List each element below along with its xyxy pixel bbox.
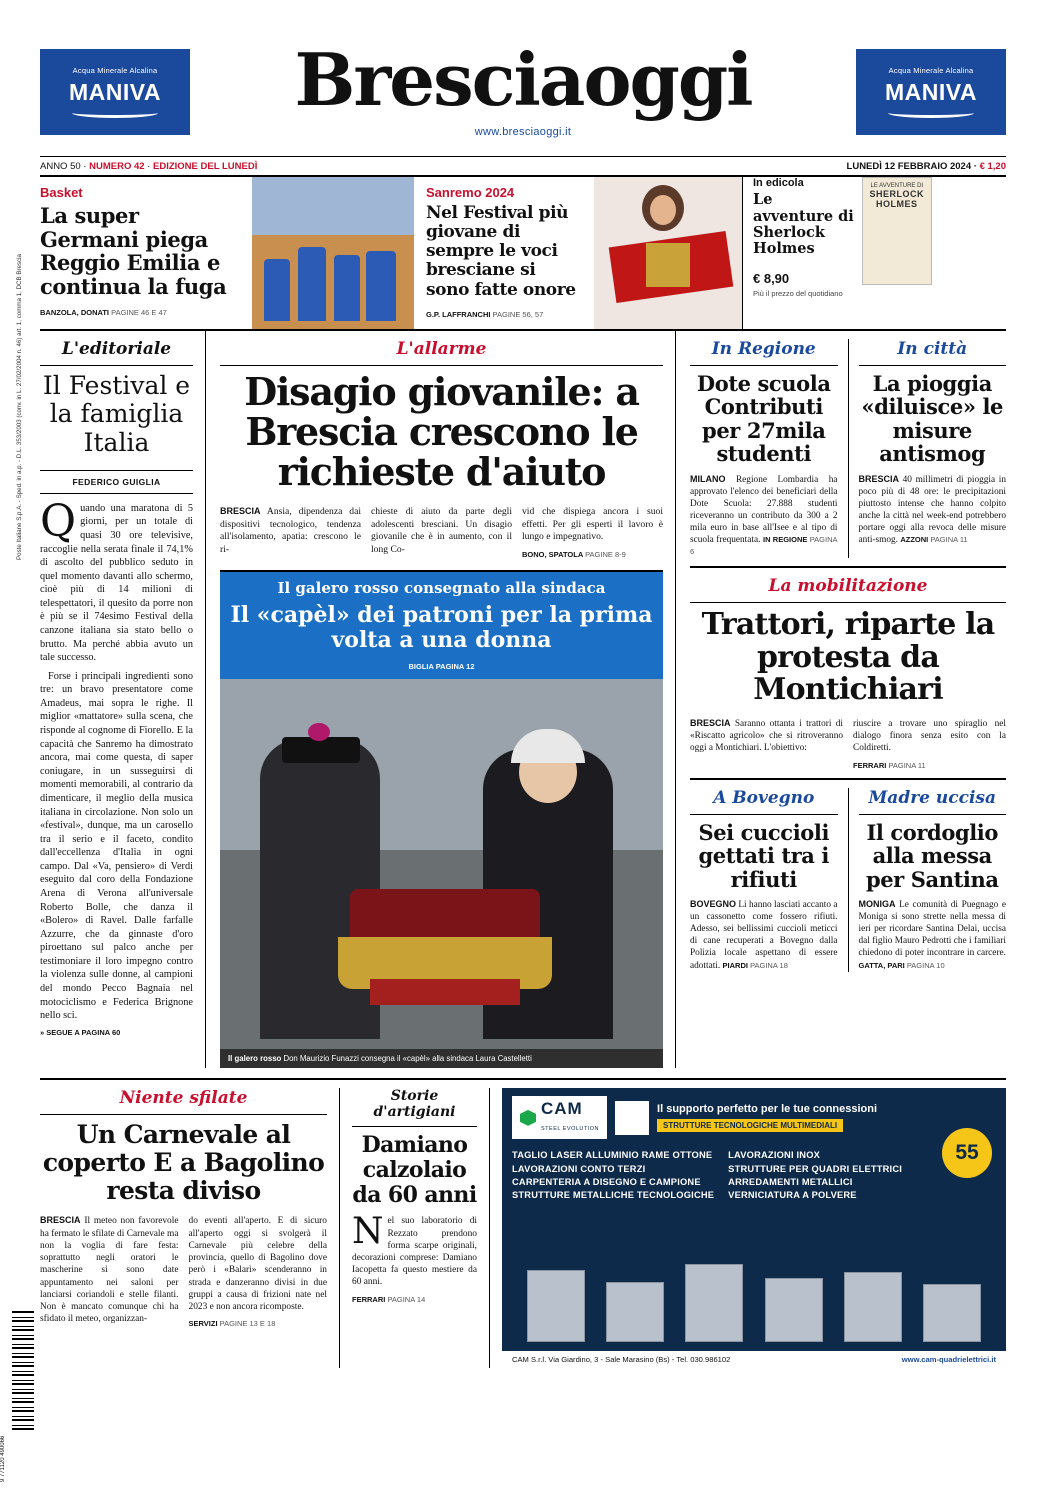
cam-logo-name: CAM bbox=[541, 1099, 583, 1119]
story-madre-label: Madre uccisa bbox=[868, 787, 997, 808]
story-mobilitazione-col-1-text: Saranno ottanta i trattori di «Riscatto agricolo» che si ritroveranno oggi a Montichiari. L'obiettivo: bbox=[690, 719, 843, 754]
photo-story-ref bbox=[220, 662, 663, 679]
cam-service-item: STRUTTURE PER QUADRI ELETTRICI bbox=[728, 1163, 903, 1174]
ad-maniva-left-brand: MANIVA bbox=[68, 79, 161, 106]
story-regione-label: In Regione bbox=[711, 338, 816, 359]
teaser-basket-byline bbox=[40, 308, 240, 317]
issue-anno: ANNO 50 bbox=[40, 161, 81, 173]
photo-priest-hat bbox=[282, 737, 360, 763]
photo-red-tassels bbox=[370, 979, 520, 1005]
story-madre-place: MONIGA bbox=[858, 899, 896, 910]
cam-tagline-wrap bbox=[657, 1103, 877, 1133]
main-story-col-3-text: vid che dispiega ancora i suoi effetti. Per gli esperti il lavoro è lungo e impegnativo. bbox=[522, 506, 663, 543]
issue-date: LUNEDÌ 12 FEBBRAIO 2024 bbox=[846, 161, 972, 173]
story-bovegno-ref-pages: PAGINA 18 bbox=[750, 960, 788, 970]
editorial-author: FEDERICO GUIGLIA bbox=[72, 476, 161, 487]
story-bovegno-text: Li hanno lasciati accanto a un cassonetto come fossero rifiuti. Adesso, sei bellissimi cuccioli meticci di cane recuperati a Bovegno dalla Polizia locale aspettano di essere adottati. bbox=[690, 900, 838, 971]
teaser-basket-headline: La super Germani piega Reggio Emilia e continua la fuga bbox=[40, 203, 227, 299]
cam-ad-body bbox=[502, 1088, 1006, 1368]
story-artigiani-ref bbox=[352, 1295, 477, 1304]
edicola-book-sublabel: LE AVVENTURE DI bbox=[870, 183, 924, 190]
story-madre-divider bbox=[859, 814, 1007, 815]
cam-services-right bbox=[728, 1149, 902, 1202]
story-madre-headline: Il cordoglio alla messa per Santina bbox=[865, 819, 999, 892]
masthead-url[interactable]: www.bresciaoggi.it bbox=[474, 126, 572, 139]
photo-story-image bbox=[220, 679, 663, 1049]
issue-price: € 1,20 bbox=[979, 161, 1006, 173]
main-story-place: BRESCIA bbox=[220, 506, 261, 517]
story-carnevale-label: Niente sfilate bbox=[119, 1088, 248, 1109]
story-regione-ref-author: IN REGIONE bbox=[762, 535, 808, 544]
cam-logo-text bbox=[541, 1100, 599, 1135]
cam-product bbox=[527, 1270, 585, 1342]
cam-product bbox=[765, 1278, 823, 1342]
right-column bbox=[676, 331, 1006, 1069]
barcode bbox=[12, 1310, 34, 1430]
editorial-dropcap: Q bbox=[40, 495, 77, 547]
basket-player-4 bbox=[366, 251, 396, 321]
basket-player-3 bbox=[334, 255, 360, 321]
edicola-text bbox=[753, 177, 856, 328]
teaser-sanremo-byline bbox=[426, 310, 582, 319]
teaser-sanremo-author: G.P. LAFFRANCHI bbox=[426, 309, 491, 319]
story-bovegno[interactable] bbox=[690, 788, 838, 972]
editorial-divider-mid bbox=[40, 470, 193, 471]
story-bovegno-ref bbox=[723, 961, 788, 970]
cam-service-item: CARPENTERIA A DISEGNO E CAMPIONE bbox=[512, 1176, 701, 1187]
story-mobilitazione-body bbox=[690, 718, 1006, 769]
cam-services bbox=[502, 1139, 1006, 1202]
editorial-label: L'editoriale bbox=[61, 338, 172, 359]
main-story-body bbox=[220, 506, 663, 559]
story-bovegno-body bbox=[690, 899, 838, 971]
story-citta-place: BRESCIA bbox=[858, 473, 900, 484]
story-regione[interactable] bbox=[690, 339, 838, 559]
ad-maniva-right-swoosh bbox=[888, 108, 974, 118]
story-citta-label: In città bbox=[897, 338, 968, 359]
main-story-divider bbox=[220, 365, 663, 366]
teaser-basket-kicker: Basket bbox=[40, 185, 83, 201]
main-story-column bbox=[206, 331, 676, 1069]
story-mobilitazione-place: BRESCIA bbox=[690, 718, 731, 729]
issue-info-bar bbox=[40, 156, 1006, 177]
story-artigiani-ref-pages: PAGINA 14 bbox=[387, 1294, 426, 1304]
editorial-divider-top bbox=[40, 365, 193, 366]
main-story-col-1-text: Ansia, dipendenza dai dispositivi tecnologico, tendenza all'isolamento, apatia: crescono le ri- bbox=[220, 506, 361, 555]
story-artigiani-dropcap: N bbox=[352, 1211, 384, 1253]
main-story-ref bbox=[522, 550, 663, 560]
editorial-headline: Il Festival e la famiglia Italia bbox=[42, 370, 191, 458]
ad-maniva-left-subtitle: Acqua Minerale Alcalina bbox=[72, 66, 158, 76]
story-mobilitazione-label: La mobilitazione bbox=[768, 576, 928, 597]
story-carnevale-ref-pages: PAGINE 13 E 18 bbox=[219, 1319, 276, 1329]
cam-product bbox=[844, 1272, 902, 1342]
photo-caption-lead: Il galero rosso bbox=[228, 1054, 282, 1064]
legal-vertical-text: Poste Italiane S.p.A. - Sped. in a.p. - D.L. 353/2003 (conv. in L. 27/02/2004 n. 46) art. 1, comma 1, DCB Brescia bbox=[16, 254, 23, 560]
edicola-book-title: SHERLOCK HOLMES bbox=[869, 189, 925, 210]
story-carnevale-body bbox=[40, 1215, 327, 1328]
cam-logo-sub: STEEL EVOLUTION bbox=[541, 1126, 600, 1133]
main-story-label: L'allarme bbox=[396, 338, 487, 359]
cam-tagline: Il supporto perfetto per le tue connessioni bbox=[657, 1102, 878, 1115]
story-bovegno-label: A Bovegno bbox=[713, 787, 815, 808]
edicola-book-label bbox=[863, 178, 931, 209]
story-regione-text: Regione Lombardia ha approvato l'elenco dei beneficiari della Dote Scuola: 27.888 studenti riceveranno un contributo da 300 a 2 mila euro in base all'Isee e al tipo di scuola frequentata. bbox=[690, 474, 838, 545]
issue-info-left: ANNO 50 · NUMERO 42 · EDIZIONE DEL LUNEDÌ bbox=[40, 161, 258, 173]
story-regione-place: MILANO bbox=[690, 473, 726, 484]
edicola-price: € 8,90 bbox=[753, 271, 790, 287]
cam-service-item: TAGLIO LASER ALLUMINIO RAME OTTONE bbox=[512, 1150, 713, 1161]
story-madre-text: Le comunità di Puegnago e Moniga si sono strette nella messa di ieri per ricordare Santina Delai, uccisa dal figlio Mauro Pedrotti che i familiari chiedono di poter incontrare in carcere. bbox=[858, 900, 1006, 959]
ad-maniva-left[interactable] bbox=[40, 49, 190, 135]
cam-footer-website[interactable]: www.cam-quadrielettrici.it bbox=[901, 1355, 996, 1365]
cam-service-item: LAVORAZIONI CONTO TERZI bbox=[512, 1163, 646, 1174]
story-artigiani[interactable] bbox=[340, 1088, 490, 1368]
story-regione-divider bbox=[690, 365, 838, 366]
cam-footer bbox=[502, 1351, 1006, 1368]
ad-maniva-right-brand: MANIVA bbox=[884, 79, 977, 106]
edicola-kicker: In edicola bbox=[753, 177, 804, 190]
trophy-shape bbox=[646, 243, 690, 287]
teaser-basket[interactable] bbox=[40, 177, 252, 328]
story-citta-ref bbox=[900, 535, 967, 544]
masthead-title-wrap bbox=[190, 37, 856, 139]
story-carnevale-col-1-text: Il meteo non favorevole ha fermato le sfilate di Carnevale ma non la voglia di fare festa: soprattutto negli oratori le mascherine si sono date appuntamento nei saloni per lanciarsi coriandoli e stelle filanti. Non è mancato comunque chi ha sfidato il meteo, organizzan- bbox=[40, 1216, 179, 1325]
editorial-body bbox=[40, 495, 193, 1023]
story-madre-body bbox=[859, 899, 1007, 971]
story-artigiani-text: el suo laboratorio di Rezzato prendono forma scarpe originali, decorazioni comprese: Damiano Iacopetta fa questo mestiere da 60 anni. bbox=[352, 1216, 477, 1288]
right-top-row bbox=[690, 339, 1006, 559]
issue-numero: NUMERO 42 bbox=[89, 161, 145, 173]
right-divider-1 bbox=[690, 566, 1006, 568]
teaser-sanremo[interactable] bbox=[414, 177, 594, 328]
issue-edizione: EDIZIONE DEL LUNEDÌ bbox=[153, 161, 258, 173]
story-citta-headline: La pioggia «diluisce» le misure antismog bbox=[861, 370, 1004, 467]
cam-product bbox=[923, 1284, 981, 1342]
story-carnevale-col-2 bbox=[189, 1215, 328, 1328]
cam-services-left bbox=[512, 1149, 714, 1202]
photo-caption-text: Don Maurizio Funazzi consegna il «capèl» alla sindaca Laura Castelletti bbox=[281, 1054, 532, 1064]
cam-service-item: STRUTTURE METALLICHE TECNOLOGICHE bbox=[512, 1189, 715, 1200]
story-bovegno-headline: Sei cuccioli gettati tra i rifiuti bbox=[698, 819, 830, 892]
story-mobilitazione-divider bbox=[690, 602, 1006, 603]
editorial-divider-bot bbox=[40, 493, 193, 494]
edicola-book-cover bbox=[862, 177, 932, 285]
cam-product bbox=[606, 1282, 664, 1342]
story-carnevale-divider bbox=[40, 1114, 327, 1115]
cam-ad-header bbox=[502, 1088, 1006, 1139]
cam-logo bbox=[512, 1096, 607, 1139]
cam-advertisement[interactable] bbox=[490, 1088, 1006, 1368]
main-grid bbox=[40, 331, 1006, 1069]
story-citta-text: 40 millimetri di pioggia in poco più di 48 ore: le precipitazioni piuttosto intense che hanno colpito anche la città nel week-end potrebbero portare oggi alla revoca delle misure anti-smog. bbox=[858, 474, 1006, 545]
right-bottom-row bbox=[690, 788, 1006, 972]
cam-product-images bbox=[502, 1252, 1006, 1342]
story-carnevale-ref-author: SERVIZI bbox=[188, 1319, 218, 1329]
teaser-sanremo-kicker: Sanremo 2024 bbox=[426, 185, 515, 201]
teaser-basket-photo bbox=[252, 177, 414, 328]
story-artigiani-body bbox=[352, 1211, 477, 1288]
story-carnevale-col-1 bbox=[40, 1215, 189, 1328]
story-citta-ref-pages: PAGINA 11 bbox=[930, 535, 968, 544]
cam-service-item: ARREDAMENTI METALLICI bbox=[728, 1176, 853, 1187]
story-mobilitazione-ref bbox=[853, 761, 1006, 770]
page-title: Bresciaoggi bbox=[294, 37, 752, 122]
masthead bbox=[40, 0, 1006, 138]
story-mobilitazione-col-1 bbox=[690, 718, 853, 769]
photo-story-caption bbox=[220, 1049, 663, 1068]
story-citta[interactable] bbox=[848, 339, 1007, 559]
issue-info-right: LUNEDÌ 12 FEBBRAIO 2024 · € 1,20 bbox=[846, 161, 1006, 173]
story-madre-ref-author: GATTA, PARI bbox=[858, 960, 905, 970]
story-artigiani-label: Storie d'artigiani bbox=[373, 1088, 456, 1121]
story-madre-ref bbox=[859, 961, 945, 970]
editorial-paragraph-1 bbox=[40, 495, 193, 665]
story-carnevale-ref bbox=[189, 1319, 328, 1328]
editorial-column bbox=[40, 331, 206, 1069]
ad-maniva-right-subtitle: Acqua Minerale Alcalina bbox=[888, 66, 974, 76]
story-mobilitazione-ref-pages: PAGINA 11 bbox=[888, 760, 926, 770]
story-carnevale-col-2-text: do eventi all'aperto. E di sicuro all'aperto oggi si svolgerà il Carnevale più celebre della provincia, quello di Bagolino dove però i «Balarì» scenderanno in strada e danzeranno divisi in due gruppi a causa di frizioni nate nel 2023 e non ancora ricomposte. bbox=[188, 1216, 327, 1312]
basket-player-1 bbox=[264, 259, 290, 321]
photo-story-block[interactable] bbox=[220, 570, 663, 1069]
cam-service-item: VERNICIATURA A POLVERE bbox=[728, 1189, 857, 1200]
cam-product bbox=[685, 1264, 743, 1342]
story-citta-ref-author: AZZONI bbox=[900, 535, 929, 544]
ad-maniva-left-swoosh bbox=[72, 108, 158, 118]
cam-service-item: LAVORAZIONI INOX bbox=[728, 1150, 821, 1161]
main-story-col-1 bbox=[220, 506, 361, 559]
ad-maniva-right[interactable] bbox=[856, 49, 1006, 135]
teaser-edicola[interactable] bbox=[742, 177, 932, 328]
teaser-basket-pages: PAGINE 46 E 47 bbox=[111, 308, 167, 318]
photo-story-kicker: Il galero rosso consegnato alla sindaca bbox=[220, 572, 663, 603]
story-mobilitazione-col-2 bbox=[853, 718, 1006, 769]
story-carnevale[interactable] bbox=[40, 1088, 340, 1368]
story-bovegno-ref-author: PIARDI bbox=[722, 960, 748, 970]
story-mobilitazione-headline: Trattori, riparte la protesta da Montichiari bbox=[701, 607, 995, 707]
story-regione-ref-pages: PAGINA 6 bbox=[690, 535, 838, 557]
edicola-title: Le avventure di Sherlock Holmes bbox=[753, 191, 854, 258]
teaser-basket-author: BANZOLA, DONATI bbox=[40, 308, 110, 318]
main-story-col-2: chieste di aiuto da parte degli adolescenti bresciani. Un disagio giovanile che è in aumento, con il long Co- bbox=[371, 506, 512, 555]
editorial-paragraph-2: Forse i principali ingredienti sono tre: un bravo presentatore come Amadeus, mai sopra le righe. Il miglior «mattatore» sulla scena, che risponde al cognome di Fiorello. E la capacità che Sanremo ha dimostrato ancora, mai come questa, di saper coniugare, in un susseguirsi di momenti memorabili, al contrario da dimenticare, il meglio della musica italiana in circolazione. Non solo un «festival», dunque, ma un carosello tra il serio e il faceto, condito dall'eccellenza d'Italia in ogni campo. Dal «Va, pensiero» di Verdi eseguito dal coro della Fondazione Arena di Verona all'universale Roberto Bolle, che danza il «Bolero» di Ravel. Dalle farfalle Azzurre, che da ginnaste d'oro piroettano sul palco anche per testimoniare il loro impegno contro la violenza sulle donne, al campioni del mondo Pecco Bagnaia nel motociclismo e Federica Brignone nello sci. bbox=[40, 670, 193, 1022]
story-madre-ref-pages: PAGINA 10 bbox=[906, 960, 945, 970]
main-story-ref-author: BONO, SPATOLA bbox=[522, 549, 583, 559]
story-carnevale-headline: Un Carnevale al coperto E a Bagolino resta diviso bbox=[42, 1120, 325, 1206]
cam-hex-icon bbox=[520, 1110, 536, 1126]
story-mobilitazione-col-2-text: riuscire a trovare uno spiraglio nel dialogo finora senza esito con la Coldiretti. bbox=[853, 719, 1006, 754]
top-teaser-strip bbox=[40, 177, 1006, 330]
main-story-headline[interactable]: Disagio giovanile: a Brescia crescono le richieste d'aiuto bbox=[244, 368, 639, 495]
basket-player-2 bbox=[298, 247, 326, 321]
story-bovegno-place: BOVEGNO bbox=[690, 899, 737, 910]
story-citta-body bbox=[859, 474, 1007, 546]
story-madre[interactable] bbox=[848, 788, 1007, 972]
cam-subtagline: STRUTTURE TECNOLOGICHE MULTIMEDIALI bbox=[657, 1119, 843, 1132]
story-artigiani-headline: Damiano calzolaio da 60 anni bbox=[352, 1132, 477, 1208]
photo-story-headline: Il «capèl» dei patroni per la prima volta a una donna bbox=[220, 603, 663, 663]
story-regione-headline: Dote scuola Contributi per 27mila studenti bbox=[696, 370, 831, 467]
editorial-continues: » SEGUE A PAGINA 60 bbox=[40, 1027, 121, 1037]
story-mobilitazione[interactable] bbox=[690, 576, 1006, 769]
qr-code-icon[interactable] bbox=[615, 1101, 649, 1135]
bottom-section bbox=[40, 1078, 1006, 1368]
photo-story-ref-author: BIGLIA bbox=[408, 662, 434, 672]
story-bovegno-divider bbox=[690, 814, 838, 815]
story-carnevale-place: BRESCIA bbox=[40, 1215, 81, 1226]
story-citta-divider bbox=[859, 365, 1007, 366]
barcode-number: 9 771120 490066 bbox=[0, 1435, 6, 1482]
cam-footer-address: CAM S.r.l. Via Giardino, 3 - Sale Marasino (Bs) - Tel. 030.986102 bbox=[512, 1355, 731, 1365]
main-story-ref-pages: PAGINE 8-9 bbox=[585, 549, 626, 559]
main-story-col-3 bbox=[522, 506, 663, 559]
story-artigiani-divider bbox=[352, 1126, 477, 1127]
editorial-paragraph-1-text: uando una maratona di 5 giorni, per un totale di quasi 30 ore televisive, raccoglie nella serata finale il 74,1% di ascolto del pubblico seduto in quel momento davanti allo schermo, cioè più di 14 milioni di telespettatori, il quesito da porre non è più se il 74esimo Festival della canzone italiana sia stato bello o brutto. Ma perché abbia avuto un tale successo. bbox=[40, 502, 193, 664]
teaser-sanremo-pages: PAGINE 56, 57 bbox=[492, 309, 544, 319]
edicola-note: Più il prezzo del quotidiano bbox=[753, 289, 843, 299]
right-divider-2 bbox=[690, 778, 1006, 780]
cam-anniversary-badge: 55 bbox=[942, 1128, 992, 1178]
photo-story-ref-pages: PAGINA 12 bbox=[435, 662, 475, 672]
teaser-sanremo-headline: Nel Festival più giovane di sempre le voci bresciane si sono fatte onore bbox=[426, 203, 576, 300]
teaser-sanremo-photo bbox=[594, 177, 742, 328]
story-mobilitazione-ref-author: FERRARI bbox=[853, 760, 887, 770]
story-regione-body bbox=[690, 474, 838, 559]
story-artigiani-ref-author: FERRARI bbox=[352, 1294, 386, 1304]
